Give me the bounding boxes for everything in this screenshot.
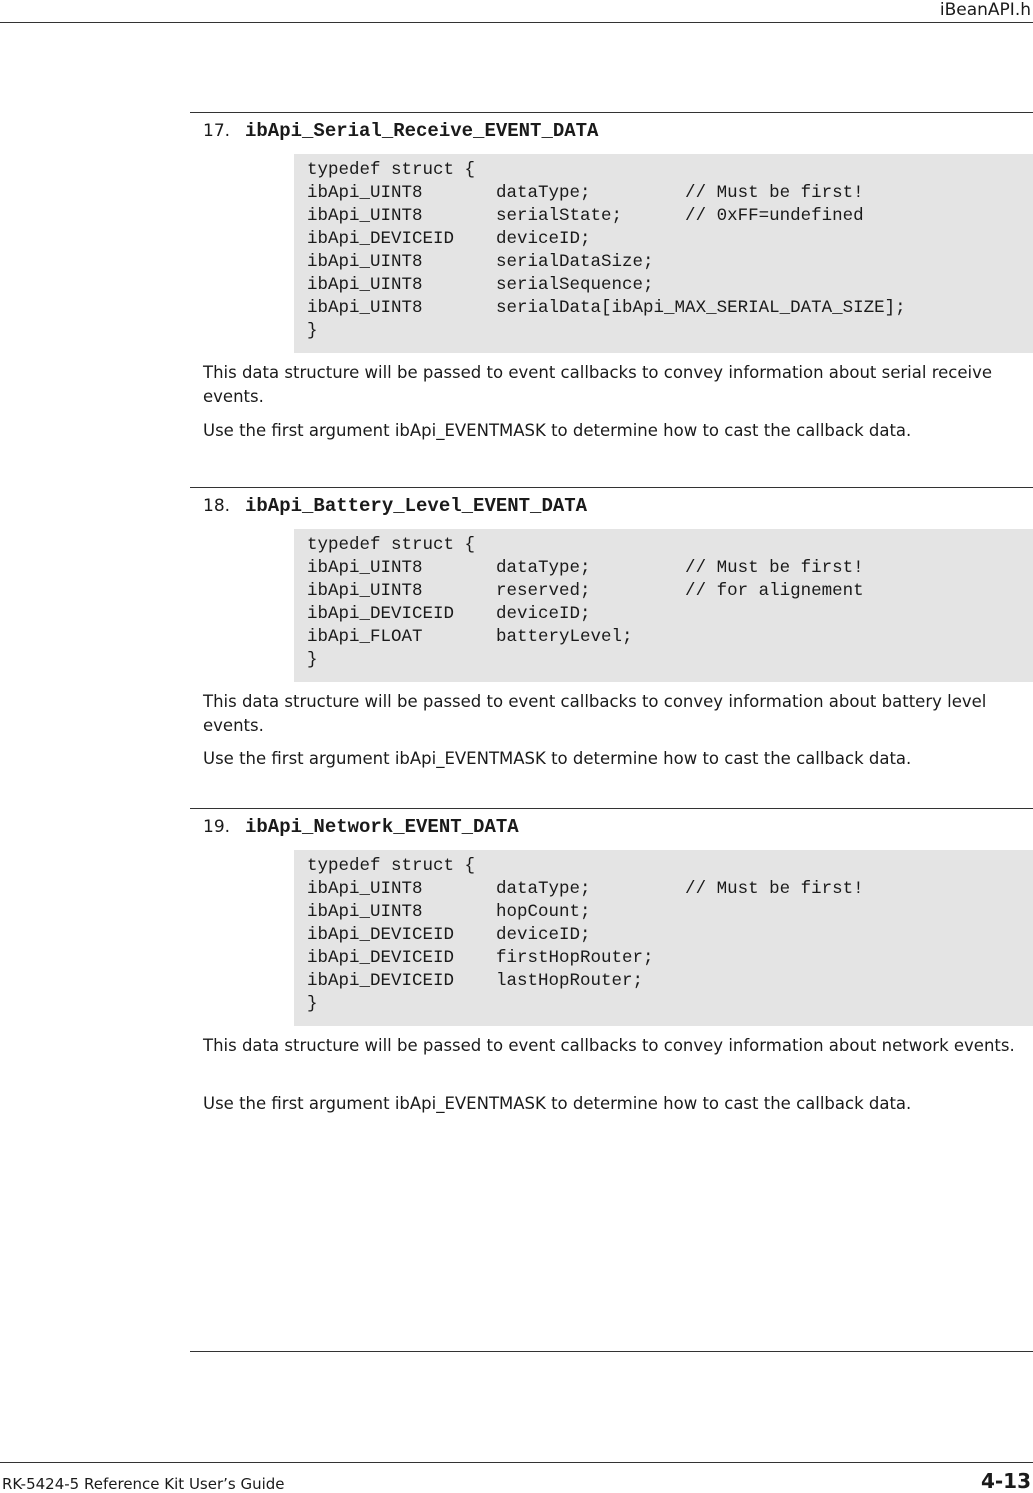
usage-paragraph: Use the first argument ibApi_EVENTMASK to determine how to cast the callback data. [203, 1094, 912, 1113]
description-paragraph: This data structure will be passed to event callbacks to convey information about network events. [203, 1036, 1015, 1055]
section-divider [190, 487, 1033, 488]
section-name: ibApi_Network_EVENT_DATA [245, 816, 519, 838]
code-block [294, 529, 1033, 682]
section-divider [190, 112, 1033, 113]
code-line: ibApi_UINT8 dataType; // Must be first! [307, 558, 864, 578]
description-paragraph: This data structure will be passed to event callbacks to convey information about serial receive events. [203, 363, 992, 406]
usage-paragraph: Use the first argument ibApi_EVENTMASK to determine how to cast the callback data. [203, 749, 912, 768]
header-rule [0, 22, 1033, 23]
code-line: ibApi_UINT8 serialDataSize; [307, 252, 654, 272]
code-line: typedef struct { [307, 535, 476, 555]
code-line: ibApi_DEVICEID deviceID; [307, 925, 591, 945]
code-line: } [307, 650, 318, 670]
usage-paragraph: Use the first argument ibApi_EVENTMASK to determine how to cast the callback data. [203, 421, 912, 440]
section-network-event-data [190, 808, 1033, 1128]
section-divider [190, 808, 1033, 809]
code-line: ibApi_DEVICEID deviceID; [307, 229, 591, 249]
section-serial-receive-event-data [190, 112, 1033, 452]
code-line: ibApi_UINT8 serialData[ibApi_MAX_SERIAL_DATA_SIZE]; [307, 298, 906, 318]
section-number: 17. [203, 121, 231, 141]
code-line: ibApi_FLOAT batteryLevel; [307, 627, 633, 647]
code-line: ibApi_UINT8 serialState; // 0xFF=undefined [307, 206, 864, 226]
section-heading [203, 495, 587, 517]
section-name: ibApi_Battery_Level_EVENT_DATA [245, 495, 588, 517]
code-line: } [307, 994, 318, 1014]
section-number: 18. [203, 496, 231, 516]
code-block [294, 154, 1033, 353]
code-line: ibApi_UINT8 dataType; // Must be first! [307, 183, 864, 203]
footer-page-number: 4-13 [980, 1469, 1031, 1493]
section-battery-level-event-data [190, 487, 1033, 787]
code-line: ibApi_DEVICEID deviceID; [307, 604, 591, 624]
content-end-rule [190, 1351, 1033, 1352]
code-line: typedef struct { [307, 856, 476, 876]
code-line: } [307, 321, 318, 341]
code-line: ibApi_DEVICEID firstHopRouter; [307, 948, 654, 968]
description-paragraph: This data structure will be passed to event callbacks to convey information about battery level events. [203, 692, 987, 735]
section-name: ibApi_Serial_Receive_EVENT_DATA [245, 120, 599, 142]
code-line: ibApi_UINT8 reserved; // for alignement [307, 581, 864, 601]
running-header-title: iBeanAPI.h [939, 0, 1031, 20]
footer-guide-title: RK-5424-5 Reference Kit User’s Guide [2, 1475, 285, 1493]
code-line: ibApi_DEVICEID lastHopRouter; [307, 971, 644, 991]
section-heading [203, 816, 519, 838]
code-line: ibApi_UINT8 dataType; // Must be first! [307, 879, 864, 899]
code-line: typedef struct { [307, 160, 476, 180]
footer-rule [0, 1462, 1033, 1463]
section-heading [203, 120, 598, 142]
code-block [294, 850, 1033, 1026]
code-line: ibApi_UINT8 hopCount; [307, 902, 591, 922]
code-line: ibApi_UINT8 serialSequence; [307, 275, 654, 295]
section-number: 19. [203, 817, 231, 837]
